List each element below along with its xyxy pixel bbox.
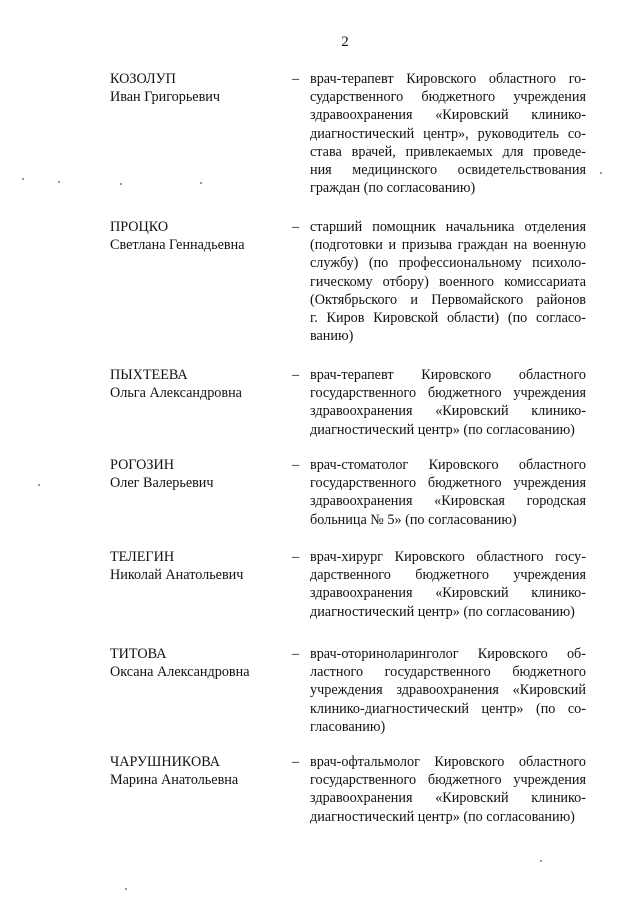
dash-separator: – (292, 754, 300, 770)
member-role (310, 753, 586, 826)
dash-separator: – (292, 646, 300, 662)
scan-speck (540, 860, 542, 862)
scan-speck (58, 181, 60, 183)
member-surname: РОГОЗИН (110, 457, 175, 473)
member-name (110, 753, 290, 789)
member-role (310, 548, 586, 621)
dash-separator: – (292, 219, 300, 235)
member-role (310, 456, 586, 529)
member-role (310, 70, 586, 197)
member-role (310, 366, 586, 439)
role-line: (Октябрьского и Первомайского районов (310, 291, 586, 308)
role-line: ния медицинского освидетельствования (310, 161, 586, 178)
member-given-names: Николай Анатольевич (110, 567, 244, 583)
role-line: учреждения здравоохранения «Кировский (310, 682, 586, 699)
role-line: государственного бюджетного учреждения (310, 475, 586, 492)
scan-speck (120, 183, 122, 185)
member-given-names: Иван Григорьевич (110, 89, 221, 105)
member-given-names: Оксана Александровна (110, 664, 250, 680)
member-role (310, 645, 586, 736)
role-line: диагностический центр» (по согласованию) (310, 808, 575, 825)
dash-separator: – (292, 71, 300, 87)
role-line: диагностический центр» (по согласованию) (310, 421, 575, 438)
member-surname: ТЕЛЕГИН (110, 549, 175, 565)
scan-speck (200, 182, 202, 184)
member-name (110, 70, 290, 106)
member-given-names: Марина Анатольевна (110, 772, 239, 788)
member-name (110, 366, 290, 402)
member-surname: ПРОЦКО (110, 219, 169, 235)
member-surname: ТИТОВА (110, 646, 167, 662)
role-line: здравоохранения «Кировская городская (310, 493, 586, 510)
member-name (110, 548, 290, 584)
member-name (110, 456, 290, 492)
member-role (310, 218, 586, 345)
role-line: гическому отбору) военного комиссариата (310, 273, 586, 290)
role-line: государственного бюджетного учреждения (310, 385, 586, 402)
member-name (110, 218, 290, 254)
role-line: врач-хирург Кировского областного госу- (310, 549, 586, 565)
role-line: государственного бюджетного учреждения (310, 772, 586, 789)
role-line: г. Киров Кировской области) (по согласо- (310, 309, 586, 326)
role-line: здравоохранения «Кировский клинико- (310, 585, 586, 602)
role-line: диагностический центр» (по согласованию) (310, 603, 575, 620)
role-line: граждан (по согласованию) (310, 180, 476, 197)
role-line: врач-терапевт Кировского областного го- (310, 71, 586, 87)
page-number: 2 (341, 34, 349, 50)
member-given-names: Светлана Геннадьевна (110, 237, 245, 253)
role-line: службу) (по профессиональному психоло- (310, 255, 586, 272)
member-given-names: Ольга Александровна (110, 385, 242, 401)
member-given-names: Олег Валерьевич (110, 475, 214, 491)
dash-separator: – (292, 549, 300, 565)
dash-separator: – (292, 367, 300, 383)
scan-speck (38, 484, 40, 486)
role-line: больница № 5» (по согласованию) (310, 511, 517, 528)
role-line: здравоохранения «Кировский клинико- (310, 790, 586, 807)
member-surname: ЧАРУШНИКОВА (110, 754, 221, 770)
role-line: ванию) (310, 328, 354, 345)
role-line: ластного государственного бюджетного (310, 664, 586, 681)
role-line: дарственного бюджетного учреждения (310, 567, 586, 584)
role-line: врач-стоматолог Кировского областного (310, 457, 586, 473)
role-line: врач-оториноларинголог Кировского об- (310, 646, 586, 662)
role-line: гласованию) (310, 718, 386, 735)
member-surname: ПЫХТЕЕВА (110, 367, 188, 383)
role-line: (подготовки и призыва граждан на военную (310, 237, 586, 254)
role-line: старший помощник начальника отделения (310, 219, 586, 235)
role-line: врач-офтальмолог Кировского областного (310, 754, 586, 770)
role-line: диагностический центр», руководитель со- (310, 125, 586, 142)
role-line: здравоохранения «Кировский клинико- (310, 403, 586, 420)
scan-speck (600, 172, 602, 174)
role-line: става врачей, привлекаемых для проведе- (310, 143, 586, 160)
role-line: врач-терапевт Кировского областного (310, 367, 586, 383)
scan-speck (22, 178, 24, 180)
role-line: здравоохранения «Кировский клинико- (310, 107, 586, 124)
member-surname: КОЗОЛУП (110, 71, 176, 87)
role-line: сударственного бюджетного учреждения (310, 89, 586, 106)
role-line: клинико-диагностический центр» (по со- (310, 700, 586, 717)
member-name (110, 645, 290, 681)
scan-speck (125, 888, 127, 890)
dash-separator: – (292, 457, 300, 473)
